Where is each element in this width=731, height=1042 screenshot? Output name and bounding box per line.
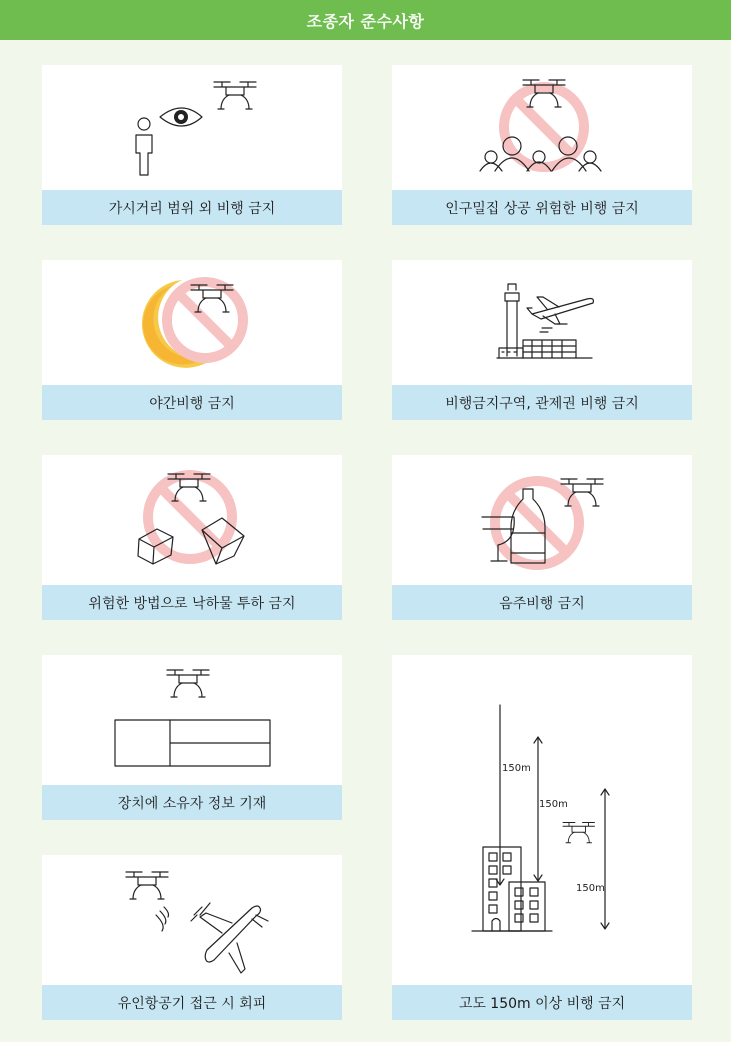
- rule-card-crowd: [392, 65, 692, 225]
- airport-icon: [392, 260, 692, 385]
- rule-label: 유인항공기 접근 시 회피: [42, 985, 342, 1020]
- owner-info-label-icon: [42, 655, 342, 785]
- altitude-label-3: 150m: [576, 883, 605, 894]
- rule-card-no-fly-zone: [392, 260, 692, 420]
- rule-card-owner-info: [42, 655, 342, 820]
- rule-label: 고도 150m 이상 비행 금지: [392, 985, 692, 1020]
- page-title: 조종자 준수사항: [306, 11, 425, 31]
- rule-label: 음주비행 금지: [392, 585, 692, 620]
- rule-label: 비행금지구역, 관제권 비행 금지: [392, 385, 692, 420]
- rule-label: 인구밀집 상공 위험한 비행 금지: [392, 190, 692, 225]
- rule-label: 야간비행 금지: [42, 385, 342, 420]
- drunk-flight-no-icon: [392, 455, 692, 585]
- rule-card-line-of-sight: [42, 65, 342, 225]
- rule-label: 위험한 방법으로 낙하물 투하 금지: [42, 585, 342, 620]
- altitude-limit-icon: [392, 655, 692, 985]
- rule-card-night: [42, 260, 342, 420]
- rule-card-altitude: [392, 655, 692, 1020]
- line-of-sight-icon: [42, 65, 342, 190]
- rule-card-avoid-aircraft: [42, 855, 342, 1020]
- drop-objects-no-icon: [42, 455, 342, 585]
- night-no-fly-icon: [42, 260, 342, 385]
- rule-label: 가시거리 범위 외 비행 금지: [42, 190, 342, 225]
- page-header: [0, 0, 731, 40]
- avoid-aircraft-icon: [42, 855, 342, 985]
- altitude-label-2: 150m: [539, 799, 568, 810]
- crowd-no-fly-icon: [392, 65, 692, 190]
- altitude-label-1: 150m: [502, 763, 531, 774]
- rule-card-dropping: [42, 455, 342, 620]
- rule-label: 장치에 소유자 정보 기재: [42, 785, 342, 820]
- rule-card-drunk: [392, 455, 692, 620]
